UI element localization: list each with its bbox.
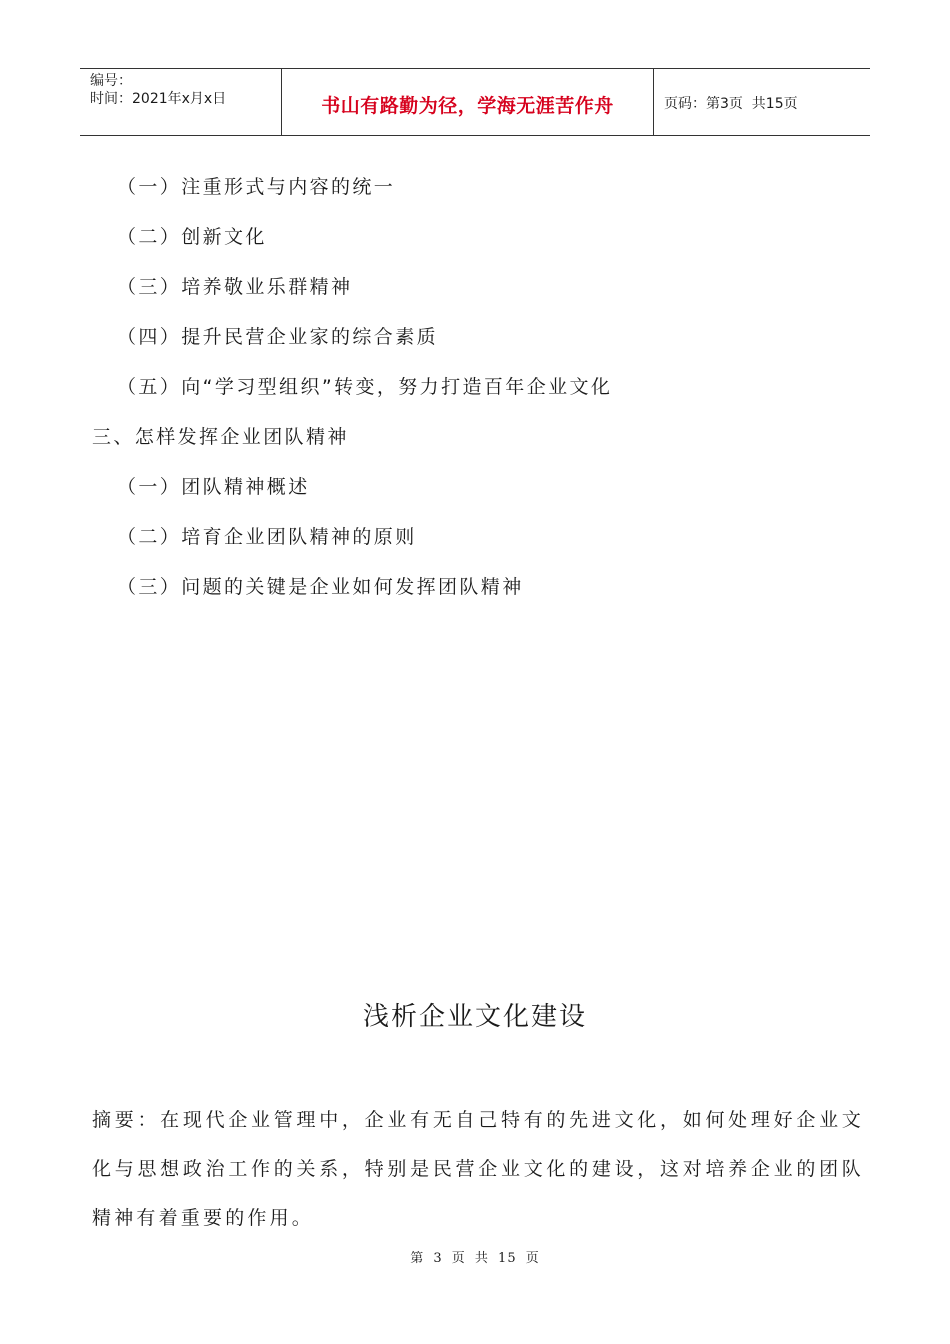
outline-item: （二）培育企业团队精神的原则 <box>117 526 417 548</box>
outline-section-heading: 三、怎样发挥企业团队精神 <box>92 426 349 448</box>
page-footer: 第 3 页 共 15 页 <box>410 1251 540 1266</box>
page-header <box>80 68 870 136</box>
header-motto-cell <box>282 69 654 135</box>
outline-item: （五）向“学习型组织”转变，努力打造百年企业文化 <box>117 376 613 398</box>
serial-label: 编号： <box>90 73 132 89</box>
time-label: 时间：2021年x月x日 <box>90 91 227 107</box>
header-meta-cell <box>80 69 282 135</box>
outline-item: （一）注重形式与内容的统一 <box>117 176 396 198</box>
outline-item: （二）创新文化 <box>117 226 267 248</box>
header-page-cell <box>654 69 870 135</box>
outline-item: （三）问题的关键是企业如何发挥团队精神 <box>117 576 524 598</box>
document-title: 浅析企业文化建设 <box>362 1002 587 1032</box>
outline-item: （一）团队精神概述 <box>117 476 310 498</box>
page-info: 页码：第3页 共15页 <box>664 96 798 112</box>
abstract-paragraph: 摘要：在现代企业管理中，企业有无自己特有的先进文化，如何处理好企业文化与思想政治工作的关系，特别是民营企业文化的建设，这对培养企业的团队精神有着重要的作用。 <box>92 1109 864 1229</box>
outline-item: （三）培养敬业乐群精神 <box>117 276 353 298</box>
outline-item: （四）提升民营企业家的综合素质 <box>117 326 439 348</box>
motto-text: 书山有路勤为径，学海无涯苦作舟 <box>321 94 614 117</box>
